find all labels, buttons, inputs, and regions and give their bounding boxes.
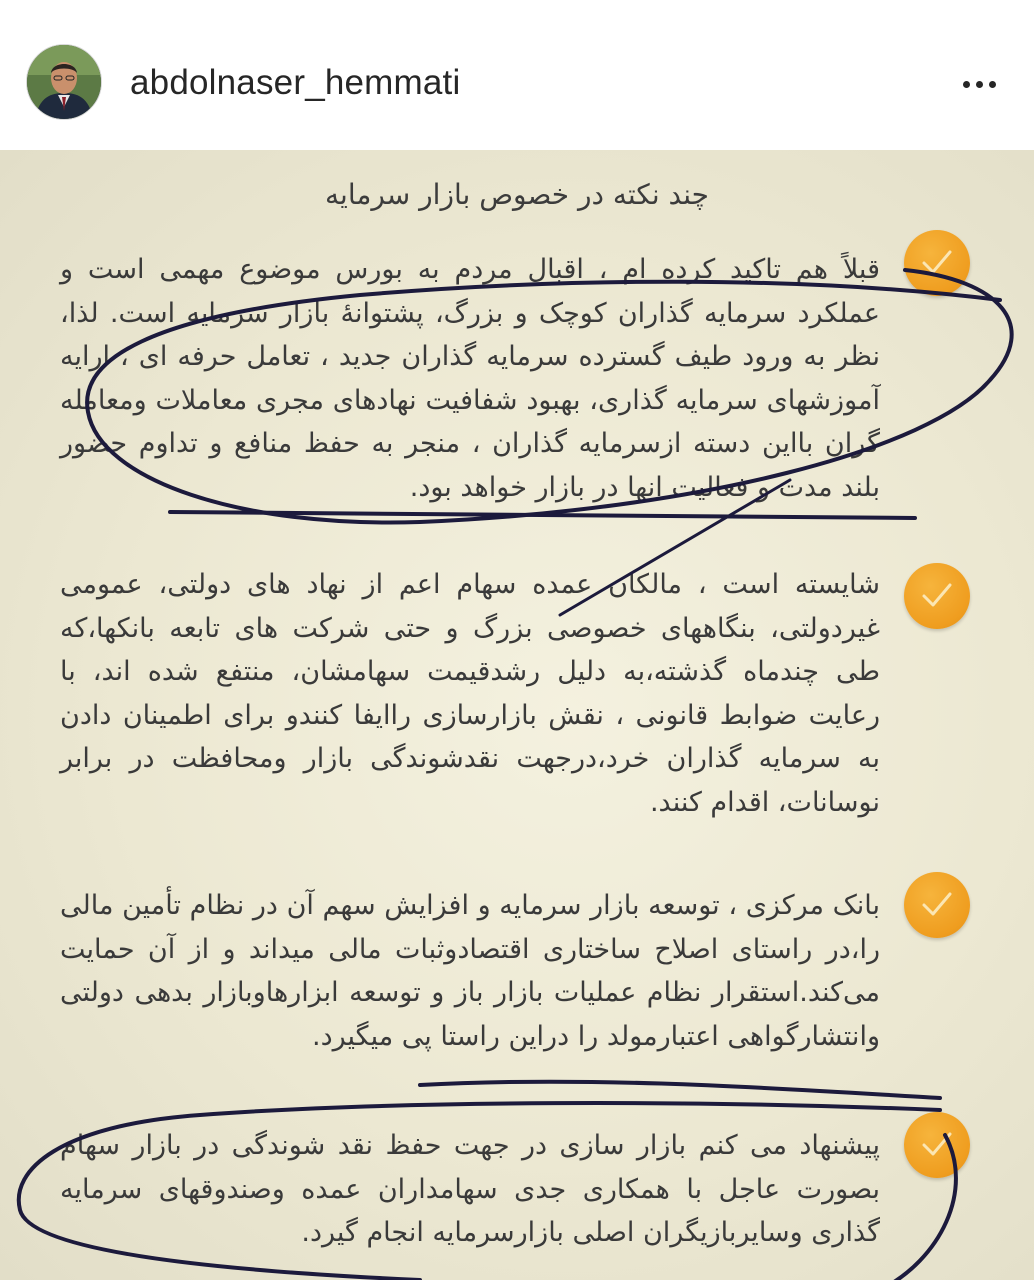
point-4 [60, 1112, 970, 1280]
point-text: شایسته است ، مالکان عمده سهام اعم از نهاد های دولتی، عمومی غیردولتی، بنگاههای خصوصی بزرگ و حتی شرکت های تابعه بانکها،که طی چندماه گذشته،به دلیل رشدقیمت سهامشان، منتفع شده اند، با رعایت ضوابط قانونی ، نقش بازارسازی راایفا کنندو برای اطمینان دادن به سرمایه گذاران خرد،درجهت نقدشوندگی بازار ومحافظت در برابر نوسانات، اقدام کنند. [60, 569, 880, 818]
profile-photo-icon [27, 45, 101, 119]
avatar[interactable] [26, 44, 102, 120]
point-2 [60, 563, 970, 873]
point-3 [60, 872, 970, 1102]
more-options-button[interactable] [954, 66, 1004, 102]
username-link[interactable]: abdolnaser_hemmati [130, 63, 461, 102]
point-1 [60, 230, 970, 530]
check-icon [904, 230, 970, 296]
ellipsis-icon [976, 81, 983, 88]
check-icon [904, 1112, 970, 1178]
document-title: چند نکته در خصوص بازار سرمایه [325, 178, 709, 211]
check-icon [904, 563, 970, 629]
post-header [0, 0, 1034, 150]
check-icon [904, 872, 970, 938]
post-image[interactable] [0, 150, 1034, 1280]
point-text: بانک مرکزی ، توسعه بازار سرمایه و افزایش سهم آن در نظام تأمین مالی را،در راستای اصلاح ساختاری اقتصادوثبات مالی میداند و از آن حمایت می‌کند.استقرار نظام عملیات بازار باز و توسعه ابزارهاوبازار بدهی دولتی وانتشارگواهی اعتبارمولد را دراین راستا پی میگیرد. [60, 890, 880, 1052]
point-text: قبلاً هم تاکید کرده ام ، اقبال مردم به بورس موضوع مهمی است و عملکرد سرمایه گذاران کوچک و بزرگ، پشتوانهٔ بازار سرمایه است. لذا، نظر به ورود طیف گسترده سرمایه گذاران جدید ، تعامل حرفه ای ، ارایه آموزشهای سرمایه گذاری، بهبود شفافیت نهادهای مجری معاملات ومعامله گران بااین دسته ازسرمایه گذاران ، منجر به حفظ منافع و تداوم حضور بلند مدت و فعالیت انها در بازار خواهد بود. [60, 254, 880, 503]
ellipsis-icon [963, 81, 970, 88]
ellipsis-icon [989, 81, 996, 88]
point-text: پیشنهاد می کنم بازار سازی در جهت حفظ نقد شوندگی در بازار سهام بصورت عاجل با همکاری جدی سهامداران عمده وصندوقهای سرمایه گذاری وسایربازیگران اصلی بازارسرمایه انجام گیرد. [60, 1130, 880, 1248]
